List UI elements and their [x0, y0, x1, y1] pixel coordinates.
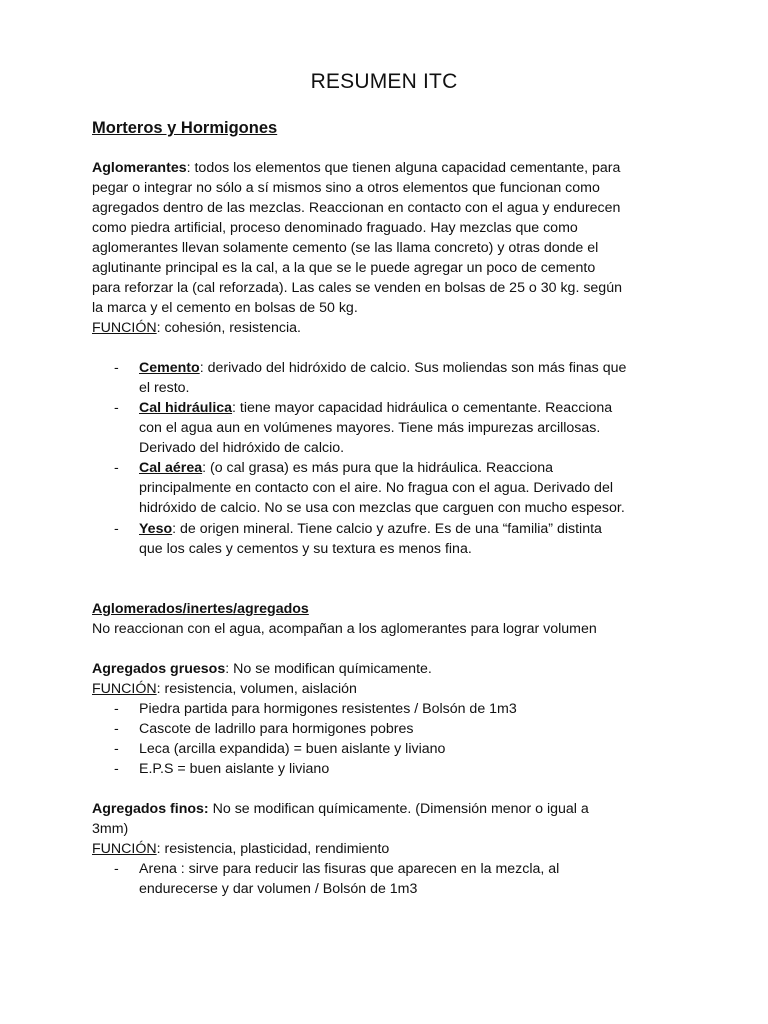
list-item-eps: E.P.S = buen aislante y liviano	[139, 761, 330, 777]
list-item-cal-aerea-cont: principalmente en contacto con el aire. No fragua con el agua. Derivado del	[139, 480, 613, 496]
list-item-arena-cont: endurecerse y dar volumen / Bolsón de 1m3	[139, 881, 418, 897]
list-item-piedra: Piedra partida para hormigones resistentes / Bolsón de 1m3	[139, 701, 517, 717]
aglomerados-intro: No reaccionan con el agua, acompañan a los aglomerantes para lograr volumen	[92, 621, 597, 637]
finos-line: Agregados finos: No se modifican químicamente. (Dimensión menor o igual a	[92, 801, 589, 817]
section-heading-aglomerados: Aglomerados/inertes/agregados	[92, 601, 309, 617]
list-item-yeso: Yeso: de origen mineral. Tiene calcio y azufre. Es de una “familia” distinta	[139, 521, 602, 537]
aglomerantes-line-7: para reforzar la (cal reforzada). Las cales se venden en bolsas de 25 o 30 kg. según	[92, 280, 622, 296]
finos-funcion-line: FUNCIÓN: resistencia, plasticidad, rendimiento	[92, 841, 390, 857]
list-item-yeso-cont: que los cales y cementos y su textura es menos fina.	[139, 541, 472, 557]
list-item-cal-hidraulica-cont: con el agua aun en volúmenes mayores. Tiene más impurezas arcillosas.	[139, 420, 601, 436]
list-item-cemento: Cemento: derivado del hidróxido de calcio. Sus moliendas son más finas que	[139, 360, 627, 376]
list-bullet: -	[114, 460, 119, 476]
aglomerantes-line-3: agregados dentro de las mezclas. Reaccionan en contacto con el agua y endurecen	[92, 200, 621, 216]
list-item-cemento-cont: el resto.	[139, 380, 190, 396]
aglomerantes-line-1: Aglomerantes: todos los elementos que tienen alguna capacidad cementante, para	[92, 160, 621, 176]
gruesos-term: Agregados gruesos	[92, 661, 226, 677]
funcion-line: FUNCIÓN: cohesión, resistencia.	[92, 320, 301, 336]
aglomerantes-line-4: como piedra artificial, proceso denominado fraguado. Hay mezclas que como	[92, 220, 578, 236]
list-bullet: -	[114, 861, 119, 877]
finos-term: Agregados finos:	[92, 801, 209, 817]
list-item-cal-hidraulica-cont: Derivado del hidróxido de calcio.	[139, 440, 345, 456]
gruesos-funcion-line: FUNCIÓN: resistencia, volumen, aislación	[92, 681, 357, 697]
aglomerantes-line-6: aglutinante principal es la cal, a la que se le puede agregar un poco de cemento	[92, 260, 596, 276]
aglomerantes-term: Aglomerantes	[92, 160, 187, 176]
list-item-cal-aerea: Cal aérea: (o cal grasa) es más pura que la hidráulica. Reacciona	[139, 460, 554, 476]
section-heading-morteros: Morteros y Hormigones	[92, 119, 278, 137]
document-title: RESUMEN ITC	[310, 70, 458, 93]
aglomerantes-line-5: aglomerantes llevan solamente cemento (se las llama concreto) y otras donde el	[92, 240, 599, 256]
aglomerantes-line-8: la marca y el cemento en bolsas de 50 kg.	[92, 300, 358, 316]
gruesos-line: Agregados gruesos: No se modifican químicamente.	[92, 661, 432, 677]
list-bullet: -	[114, 721, 119, 737]
list-bullet: -	[114, 521, 119, 537]
list-bullet: -	[114, 400, 119, 416]
list-bullet: -	[114, 701, 119, 717]
finos-line-2: 3mm)	[92, 821, 129, 837]
list-item-arena: Arena : sirve para reducir las fisuras que aparecen en la mezcla, al	[139, 861, 560, 877]
funcion-label: FUNCIÓN	[92, 320, 157, 336]
aglomerantes-line-2: pegar o integrar no sólo a sí mismos sino a otros elementos que funcionan como	[92, 180, 600, 196]
list-item-cascote: Cascote de ladrillo para hormigones pobres	[139, 721, 414, 737]
list-item-cal-aerea-cont: hidróxido de calcio. No se usa con mezclas que carguen con mucho espesor.	[139, 500, 625, 516]
list-item-leca: Leca (arcilla expandida) = buen aislante y liviano	[139, 741, 446, 757]
list-item-cal-hidraulica: Cal hidráulica: tiene mayor capacidad hidráulica o cementante. Reacciona	[139, 400, 613, 416]
list-bullet: -	[114, 741, 119, 757]
list-bullet: -	[114, 360, 119, 376]
list-bullet: -	[114, 761, 119, 777]
